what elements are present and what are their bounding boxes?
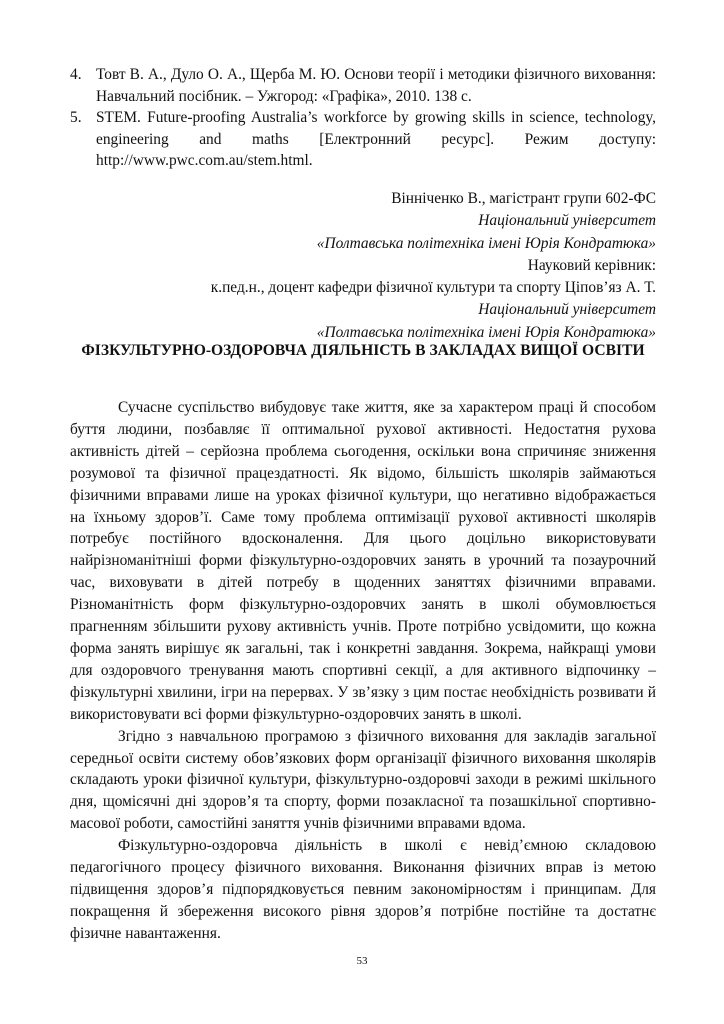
author-affiliation: Національний університет [478,212,656,230]
reference-text: STEM. Future-proofing Australia’s workforce by growing skills in science, technology, engineering and maths [Електронний ресурс]. Режим доступу: http://www.pwc.com.au/stem.html. [96,109,656,169]
author-affiliation-name: «Полтавська політехніка імені Юрія Кондратюка» [316,234,656,252]
reference-item [70,64,656,107]
body-paragraph: Згідно з навчальною програмою з фізичного виховання для закладів загальної середньої освіти систему обов’язкових форм організації фізичного виховання школярів складають уроки фізичної культури, фізкультурно-оздоровчі заходи в режимі шкільного дня, щомісячні дні здоров’я та спорту, форми позакласної та позашкільної спортивно-масової роботи, самостійні заняття учнів фізичними вправами вдома. [70,727,656,833]
supervisor-name: к.пед.н., доцент кафедри фізичної культури та спорту Ціпов’яз А. Т. [210,279,656,297]
reference-list [70,64,656,172]
reference-item [70,107,656,172]
supervisor-label: Науковий керівник: [527,256,656,274]
reference-text: Товт В. А., Дуло О. А., Щерба М. Ю. Основи теорії і методики фізичного виховання: Навчальний посібник. – Ужгород: «Графіка», 2010. 138 с. [96,66,656,105]
article-body [70,397,656,945]
author-name: Вінніченко В., магістрант групи 602-ФС [391,190,656,207]
body-paragraph: Сучасне суспільство вибудовує таке життя, яке за характером праці й способом буття людини, позбавляє її оптимальної рухової активності. Недостатня рухова активність дітей – серйозна проблема сьогодення, оскільки вона спричиняє зниження розумової та фізичної працездатності. Як відомо, більшість школярів займаються фізичними вправами лише на уроках фізичної культури, що негативно відображається на їхньому здоров’ї. Саме тому проблема оптимізації рухової активності школярів потребує постійного вдосконалення. Для цього доцільно використовувати найрізноманітніші форми фізкультурно-оздоровчих занять в урочний та позаурочний час, виховувати в дітей потребу в щоденних заняттях фізичними вправами. Різноманітність форм фізкультурно-оздоровчих занять в школі обумовлюється прагненням збільшити рухову активність учнів. Проте потрібно усвідомити, що кожна форма занять вирішує як загальні, так і конкретні завдання. Зокрема, найкращі умови для оздоровчого тренування мають спортивні секції, а для активного відпочинку – фізкультурні хвилини, ігри на перервах. У зв’язку з цим постає необхідність розвивати й використовувати всі форми фізкультурно-оздоровчих занять в школі. [70,399,656,723]
article-title: ФІЗКУЛЬТУРНО-ОЗДОРОВЧА ДІЯЛЬНІСТЬ В ЗАКЛАДАХ ВИЩОЇ ОСВІТИ [81,342,645,359]
body-paragraph: Фізкультурно-оздоровча діяльність в школі є невід’ємною складовою педагогічного процесу фізичного виховання. Виконання фізичних вправ із метою підвищення здоров’я підпорядковується певним закономірностям і принципам. Для покращення й збереження високого рівня здоров’я потрібне постійне та достатнє фізичне навантаження. [70,837,656,942]
reference-number: 4. [70,66,82,83]
supervisor-affiliation-name: «Полтавська політехніка імені Юрія Кондратюка» [316,323,656,341]
supervisor-affiliation: Національний університет [478,301,656,319]
author-block [211,188,656,344]
reference-number: 5. [70,109,82,126]
page-number: 53 [356,955,368,967]
